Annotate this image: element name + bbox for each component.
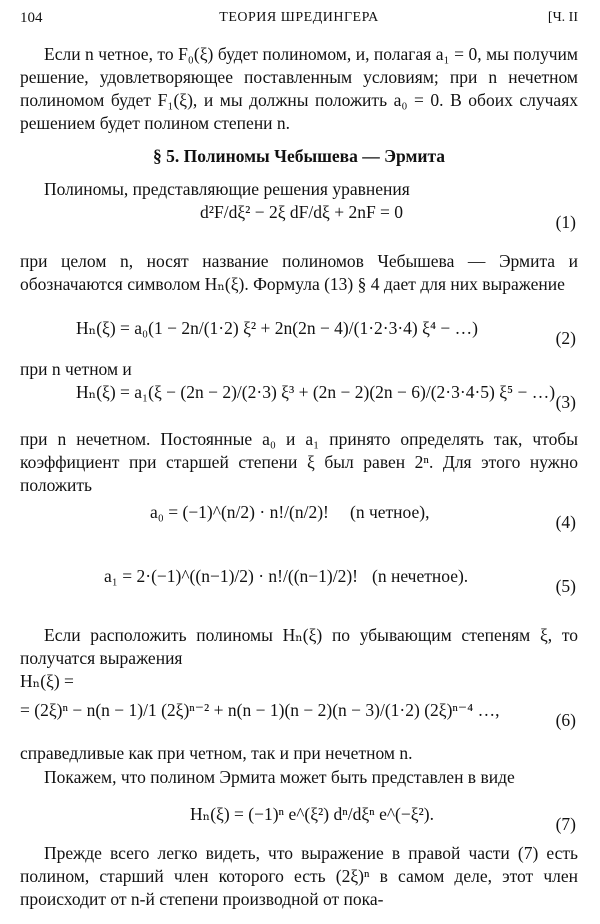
equation-3 <box>20 382 578 428</box>
paragraph-9: Прежде всего легко видеть, что выражение в правой части (7) есть полином, старший член которого есть (2ξ)ⁿ в самом деле, этот член происходит от n-й степени производной от пока- <box>20 843 578 909</box>
chapter-label: [Ч. II <box>547 10 578 25</box>
equation-6 <box>20 700 578 746</box>
paragraph-3: при целом n, носят название полиномов Чебышева — Эрмита и обозначаются символом Hₙ(ξ). Формула (13) § 4 дает для них выражение <box>20 251 578 294</box>
running-title: ТЕОРИЯ ШРЕДИНГЕРА <box>219 10 379 25</box>
paragraph-4: при n четном и <box>20 359 132 379</box>
equation-5-body: a₁ = 2·(−1)^((n−1)/2) · n!/((n−1)/2)! <box>104 566 358 586</box>
equation-7-body: Hₙ(ξ) = (−1)ⁿ e^(ξ²) dⁿ/dξⁿ e^(−ξ²). <box>190 804 434 824</box>
equation-4 <box>20 502 578 548</box>
paragraph-5: при n нечетном. Постоянные a₀ и a₁ принято определять так, чтобы коэффициент при старшей степени ξ был равен 2ⁿ. Для этого нужно положить <box>20 429 578 495</box>
section-title: § 5. Полиномы Чебышева — Эрмита <box>152 146 446 166</box>
equation-3-number: (3) <box>555 392 576 412</box>
equation-3-body: Hₙ(ξ) = a₁(ξ − (2n − 2)/(2·3) ξ³ + (2n − 2)(2n − 6)/(2·3·4·5) ξ⁵ − …) <box>76 382 556 402</box>
equation-2-body: Hₙ(ξ) = a₀(1 − 2n/(1·2) ξ² + 2n(2n − 4)/(1·2·3·4) ξ⁴ − …) <box>76 318 478 338</box>
page-number: 104 <box>20 10 43 26</box>
equation-7-number: (7) <box>555 814 576 834</box>
equation-4-note: (n четное), <box>350 502 430 522</box>
equation-6-body: = (2ξ)ⁿ − n(n − 1)/1 (2ξ)ⁿ⁻² + n(n − 1)(n − 2)(n − 3)/(1·2) (2ξ)ⁿ⁻⁴ …, <box>20 700 500 720</box>
equation-2-number: (2) <box>555 328 576 348</box>
equation-1-body: d²F/dξ² − 2ξ dF/dξ + 2nF = 0 <box>200 202 404 222</box>
equation-4-body: a₀ = (−1)^(n/2) · n!/(n/2)! <box>150 502 329 522</box>
equation-1-number: (1) <box>555 212 576 232</box>
paragraph-2: Полиномы, представляющие решения уравнения <box>44 179 410 199</box>
book-page <box>20 0 578 924</box>
equation-4-number: (4) <box>555 512 576 532</box>
page-header <box>20 10 578 30</box>
paragraph-8: Покажем, что полином Эрмита может быть представлен в виде <box>44 767 515 787</box>
paragraph-7: справедливые как при четном, так и при нечетном n. <box>20 743 413 763</box>
equation-6-number: (6) <box>555 710 576 730</box>
equation-6-head: Hₙ(ξ) = <box>20 671 74 691</box>
paragraph-1: Если n четное, то F₀(ξ) будет полиномом, и, полагая a₁ = 0, мы получим решение, удовлетворяющее поставленным условиям; при n нечетном полиномом будет F₁(ξ), и мы должны положить a₀ = 0. В обоих случаях решением будет полином степени n. <box>20 44 578 133</box>
equation-5-note: (n нечетное). <box>372 566 469 586</box>
equation-5 <box>20 566 578 612</box>
equation-1 <box>20 202 578 248</box>
equation-5-number: (5) <box>555 576 576 596</box>
paragraph-6: Если расположить полиномы Hₙ(ξ) по убывающим степеням ξ, то получатся выражения <box>20 625 578 668</box>
